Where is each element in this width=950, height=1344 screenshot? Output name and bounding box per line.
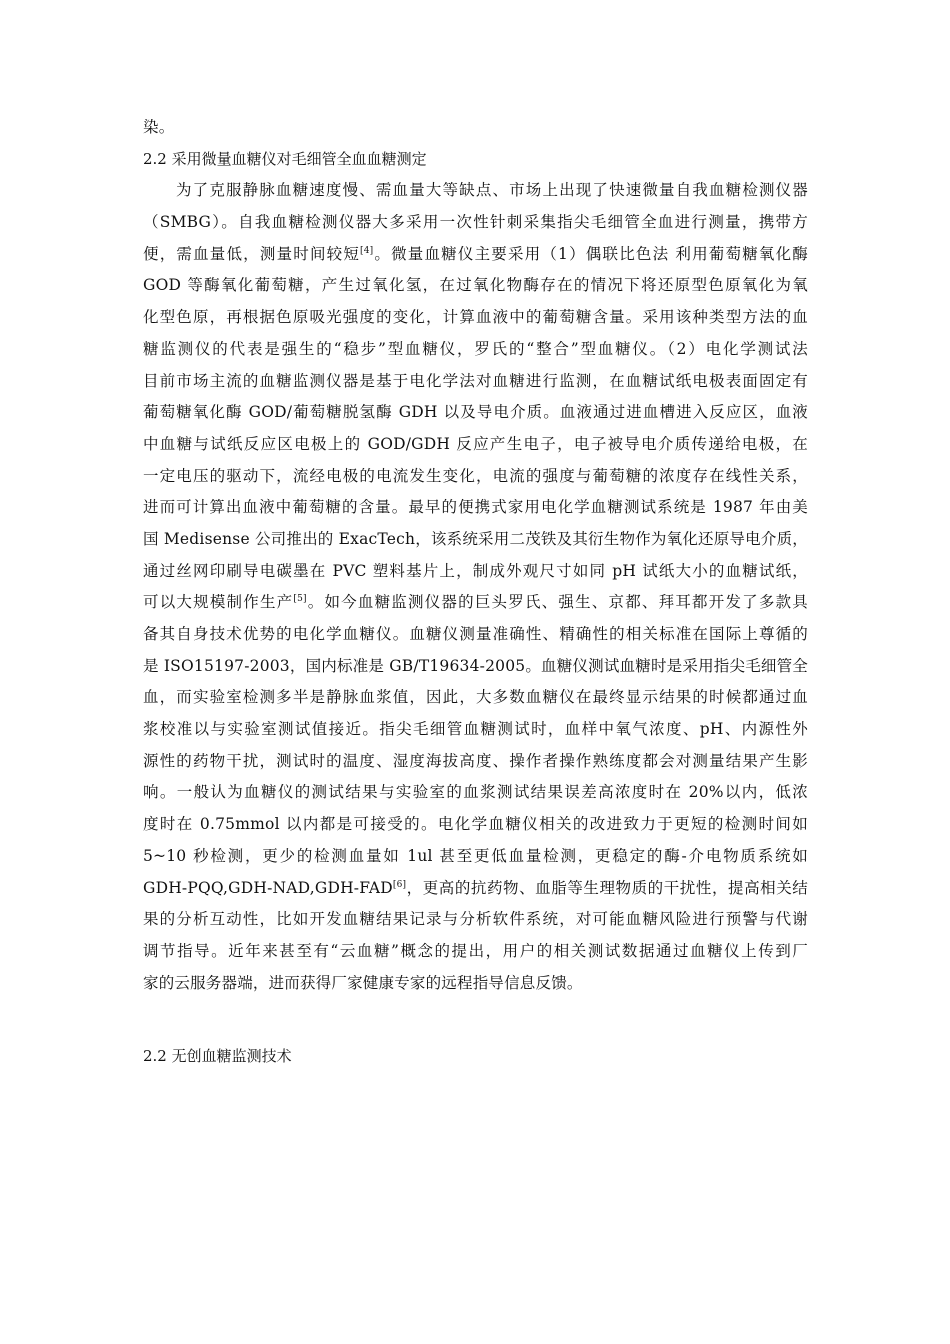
text-run: 。微量血糖仪主要采用（1）偶联比色法 利用葡萄糖氧化酶 bbox=[373, 244, 808, 263]
paragraph-line: GOD 等酶氧化葡萄糖，产生过氧化氢，在过氧化物酶存在的情况下将还原型色原氧化为氧 bbox=[143, 276, 808, 295]
paragraph-line: 5~10 秒检测，更少的检测血量如 1ul 甚至更低血量检测，更稳定的酶-介电物质系统如 bbox=[143, 846, 808, 865]
paragraph-line: 果的分析互动性，比如开发血糖结果记录与分析软件系统，对可能血糖风险进行预警与代谢 bbox=[143, 910, 808, 929]
paragraph-line: 源性的药物干扰，测试时的温度、湿度海拔高度、操作者操作熟练度都会对测量结果产生影 bbox=[143, 751, 808, 770]
paragraph-line: 调节指导。近年来甚至有“云血糖”概念的提出，用户的相关测试数据通过血糖仪上传到厂 bbox=[143, 941, 808, 960]
paragraph-line: 血，而实验室检测多半是静脉血浆值，因此，大多数血糖仪在最终显示结果的时候都通过血 bbox=[143, 688, 808, 707]
section-spacer bbox=[143, 999, 808, 1041]
paragraph-line: 是 ISO15197-2003，国内标准是 GB/T19634-2005。血糖仪测试血糖时是采用指尖毛细管全 bbox=[143, 656, 808, 675]
paragraph-line: 一定电压的驱动下，流经电极的电流发生变化，电流的强度与葡萄糖的浓度存在线性关系， bbox=[143, 466, 808, 485]
paragraph-line bbox=[143, 587, 808, 619]
paragraph-line: 国 Medisense 公司推出的 ExacTech，该系统采用二茂铁及其衍生物作为氧化还原导电介质， bbox=[143, 529, 808, 548]
citation-ref: [5] bbox=[293, 594, 307, 605]
text-run: 便，需血量低，测量时间较短 bbox=[143, 244, 361, 263]
text-run: GDH-PQQ,GDH-NAD,GDH-FAD bbox=[143, 878, 393, 897]
section-heading: 2.2 无创血糖监测技术 bbox=[143, 1047, 292, 1066]
paragraph-line: （SMBG）。自我血糖检测仪器大多采用一次性针刺采集指尖毛细管全血进行测量，携带方 bbox=[143, 213, 808, 232]
paragraph-line: 目前市场主流的血糖监测仪器是基于电化学法对血糖进行监测，在血糖试纸电极表面固定有 bbox=[143, 371, 808, 390]
paragraph-line bbox=[143, 239, 808, 271]
text-run: 。如今血糖监测仪器的巨头罗氏、强生、京都、拜耳都开发了多款具 bbox=[306, 593, 808, 612]
paragraph-line: 葡萄糖氧化酶 GOD/葡萄糖脱氢酶 GDH 以及导电介质。血液通过进血槽进入反应区，血液 bbox=[143, 403, 808, 422]
paragraph-line: 浆校准以与实验室测试值接近。指尖毛细管血糖测试时，血样中氧气浓度、pH、内源性外 bbox=[143, 720, 808, 739]
document-page bbox=[143, 112, 808, 1073]
paragraph-line: 响。一般认为血糖仪的测试结果与实验室的血浆测试结果误差高浓度时在 20%以内，低浓 bbox=[143, 783, 808, 802]
section-heading: 2.2 采用微量血糖仪对毛细管全血血糖测定 bbox=[143, 149, 427, 168]
citation-ref: [6] bbox=[392, 879, 407, 890]
paragraph-line: 为了克服静脉血糖速度慢、需血量大等缺点、市场上出现了快速微量自我血糖检测仪器 bbox=[176, 181, 808, 200]
body-paragraph bbox=[143, 175, 808, 999]
citation-ref: [4] bbox=[360, 245, 374, 256]
paragraph-line: 化型色原，再根据色原吸光强度的变化，计算血液中的葡萄糖含量。采用该种类型方法的血 bbox=[143, 308, 808, 327]
paragraph-line: 家的云服务器端，进而获得厂家健康专家的远程指导信息反馈。 bbox=[143, 973, 583, 992]
text-run: ，更高的抗药物、血脂等生理物质的干扰性，提高相关结 bbox=[406, 878, 808, 897]
paragraph-line: 糖监测仪的代表是强生的“稳步”型血糖仪，罗氏的“整合”型血糖仪。（2）电化学测试法 bbox=[143, 339, 808, 358]
paragraph-line: 备其自身技术优势的电化学血糖仪。血糖仪测量准确性、精确性的相关标准在国际上尊循的 bbox=[143, 625, 808, 643]
paragraph-line: 中血糖与试纸反应区电极上的 GOD/GDH 反应产生电子，电子被导电介质传递给电极，在 bbox=[143, 434, 808, 453]
paragraph-line: 度时在 0.75mmol 以内都是可接受的。电化学血糖仪相关的改进致力于更短的检测时间如 bbox=[143, 815, 808, 834]
paragraph-line bbox=[143, 873, 808, 905]
text-run: 可以大规模制作生产 bbox=[143, 593, 294, 612]
paragraph-line: 通过丝网印刷导电碳墨在 PVC 塑料基片上，制成外观尺寸如同 pH 试纸大小的血糖试纸， bbox=[143, 561, 808, 580]
fragment-line: 染。 bbox=[143, 118, 175, 136]
paragraph-line: 进而可计算出血液中葡萄糖的含量。最早的便携式家用电化学血糖测试系统是 1987 年由美 bbox=[143, 498, 808, 517]
